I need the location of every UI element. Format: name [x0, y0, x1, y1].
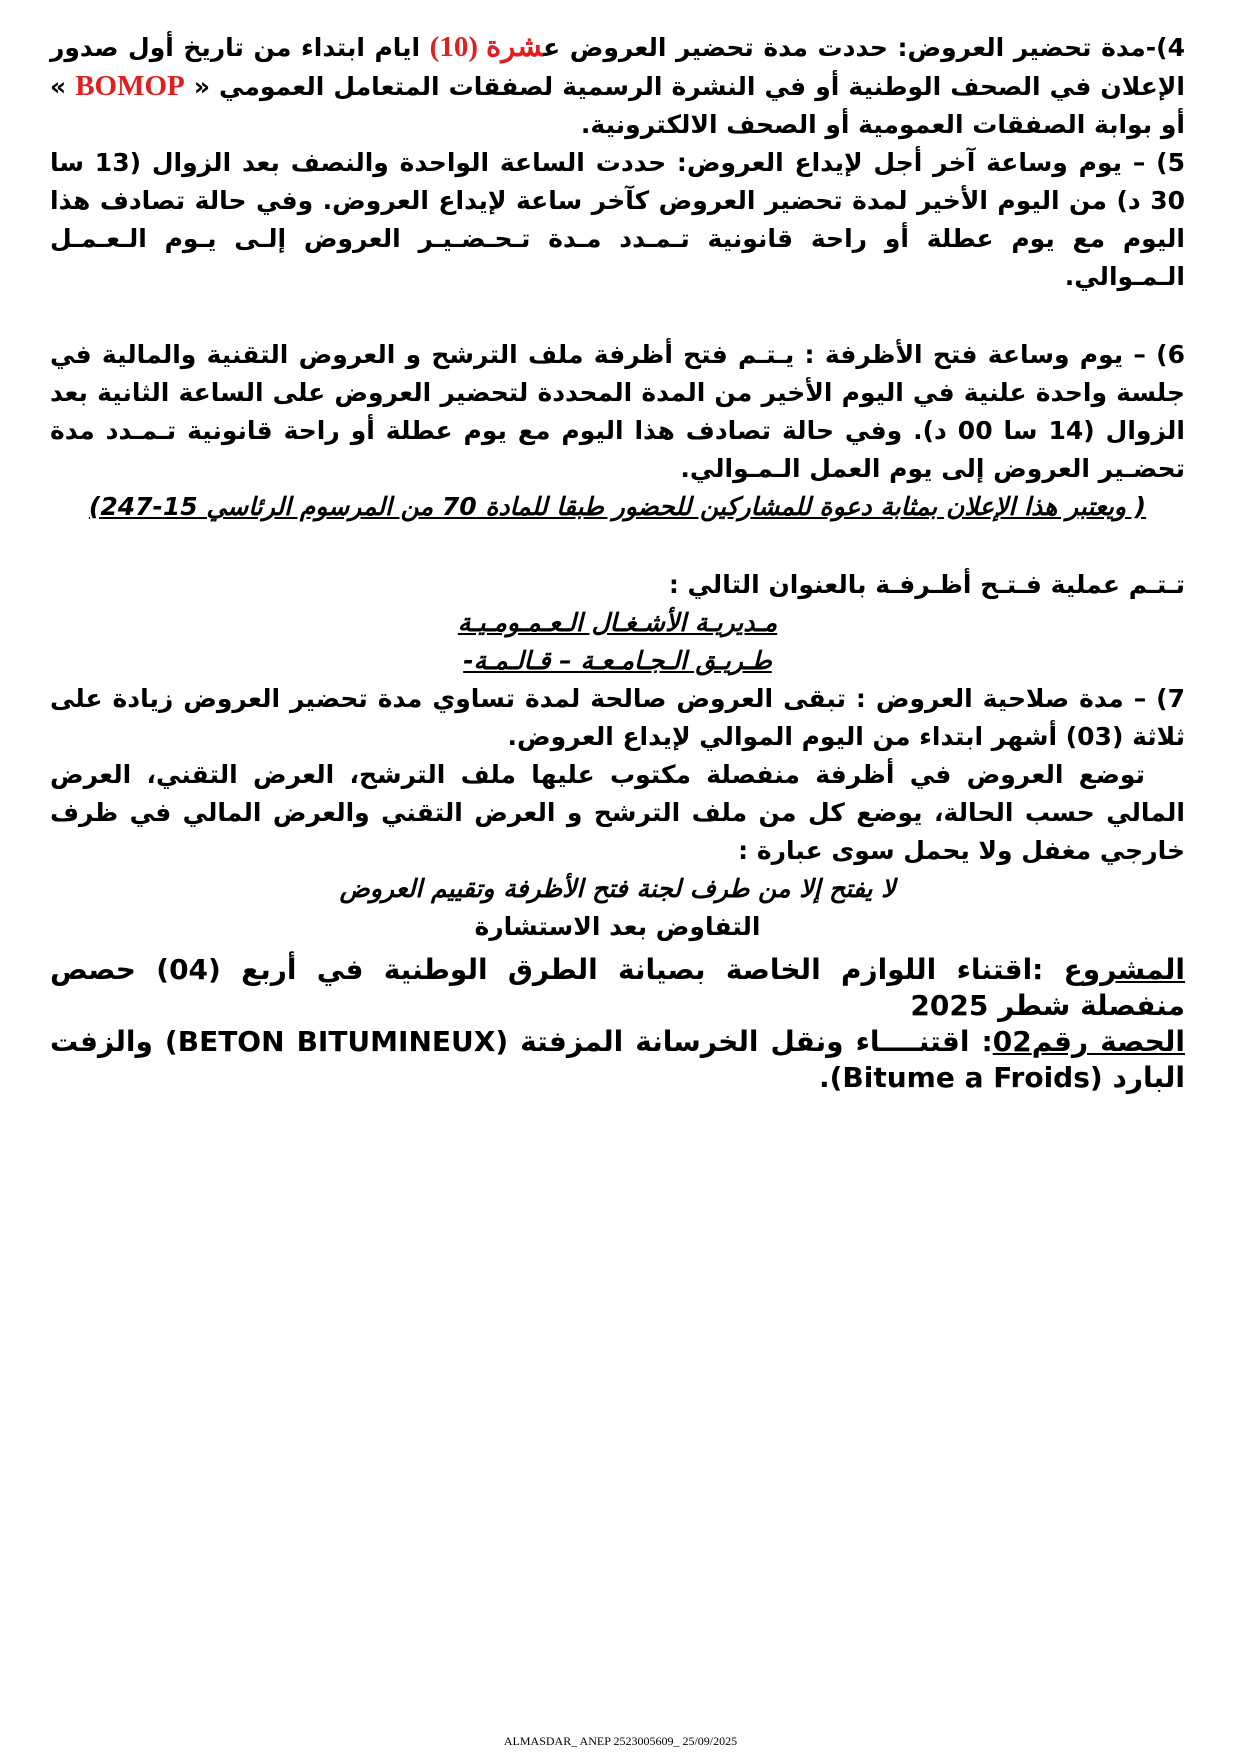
invitation-note: ( ويعتبر هذا الإعلان بمثابة دعوة للمشاركين للحضور طبقا للمادة 70 من المرسوم الرئاسي 15-247)	[88, 492, 1147, 521]
section-4-offer-preparation	[50, 28, 1185, 144]
project-text: :اقتناء اللوازم الخاصة بصيانة الطرق الوطنية في أربع (04) حصص منفصلة شطر 2025	[50, 953, 1185, 1022]
section-7-validity: 7) – مدة صلاحية العروض : تبقى العروض صالحة لمدة تساوي مدة تحضير العروض زيادة على ثلاثة (03) أشهر ابتداء من اليوم الموالي لإيداع العروض.	[50, 684, 1185, 751]
bomop-label: BOMOP	[75, 70, 185, 102]
duration-highlight: شرة (10)	[429, 31, 544, 63]
section-4-prefix: 4)-مدة تحضير العروض: حددت مدة تحضير العروض ع	[543, 33, 1185, 62]
address-intro: تـتـم عملية فـتـح أظـرفـة بالعنوان التالي :	[668, 570, 1185, 599]
project-title	[50, 952, 1185, 1024]
lot-label: الحصة رقم02	[992, 1025, 1185, 1058]
spacer	[50, 296, 1185, 336]
footer-reference: ALMASDAR_ ANEP 2523005609_ 25/09/2025	[503, 1734, 738, 1748]
lot-title	[50, 1024, 1185, 1096]
address-line-2: طـريـق الـجـامـعـة – قـالـمـة-	[463, 646, 772, 675]
lot-text: : اقتنــــاء ونقل الخرسانة المزفتة (BETON BITUMINEUX) والزفت البارد (Bitume a Froids).	[50, 1025, 1185, 1094]
project-label: المشروع	[1063, 953, 1185, 986]
envelope-inscription-2: التفاوض بعد الاستشارة	[474, 912, 761, 941]
envelopes-paragraph: توضع العروض في أظرفة منفصلة مكتوب عليها ملف الترشح، العرض التقني، العرض المالي حسب الحالة، يوضع كل من ملف الترشح و العرض التقني والعرض المالي في ظرف خارجي مغفل ولا يحمل سوى عبارة :	[50, 760, 1185, 865]
section-6-opening: 6) – يوم وساعة فتح الأظرفة : يـتـم فتح أظرفة ملف الترشح و العروض التقنية والمالية في جلسة واحدة علنية في اليوم الأخير من المدة المحددة لتحضير العروض على الساعة الثانية بعد الزوال (14 سا 00 د). وفي حالة تصادف هذا اليوم مع يوم عطلة أو راحة قانونية تـمـدد مدة تحضـير العروض إلى يوم العمل الـمـوالي.	[50, 340, 1185, 483]
section-4-suffix: » أو بوابة الصفقات العمومية أو الصحف الالكترونية.	[50, 72, 1185, 139]
address-line-1: مـديريـة الأشـغـال الـعـمـومـيـة	[457, 608, 778, 637]
spacer	[50, 526, 1185, 566]
section-4-mid: ايام ابتداء من تاريخ أول صدور الإعلان في الصحف الوطنية أو في النشرة الرسمية لصفقات المتعامل العمومي «	[50, 33, 1185, 101]
announcement-page	[50, 28, 1185, 1096]
envelope-inscription-1: لا يفتح إلا من طرف لجنة فتح الأظرفة وتقييم العروض	[339, 874, 896, 903]
section-5-deadline: 5) – يوم وساعة آخر أجل لإيداع العروض: حددت الساعة الواحدة والنصف بعد الزوال (13 سا 30 د) من اليوم الأخير لمدة تحضير العروض كآخر ساعة لإيداع العروض. وفي حالة تصادف هذا اليوم مع يوم عطلة أو راحة قانونية تـمـدد مـدة تـحـضـيـر العروض إلـى يـوم الـعـمـل الـمـوالي.	[50, 148, 1185, 291]
